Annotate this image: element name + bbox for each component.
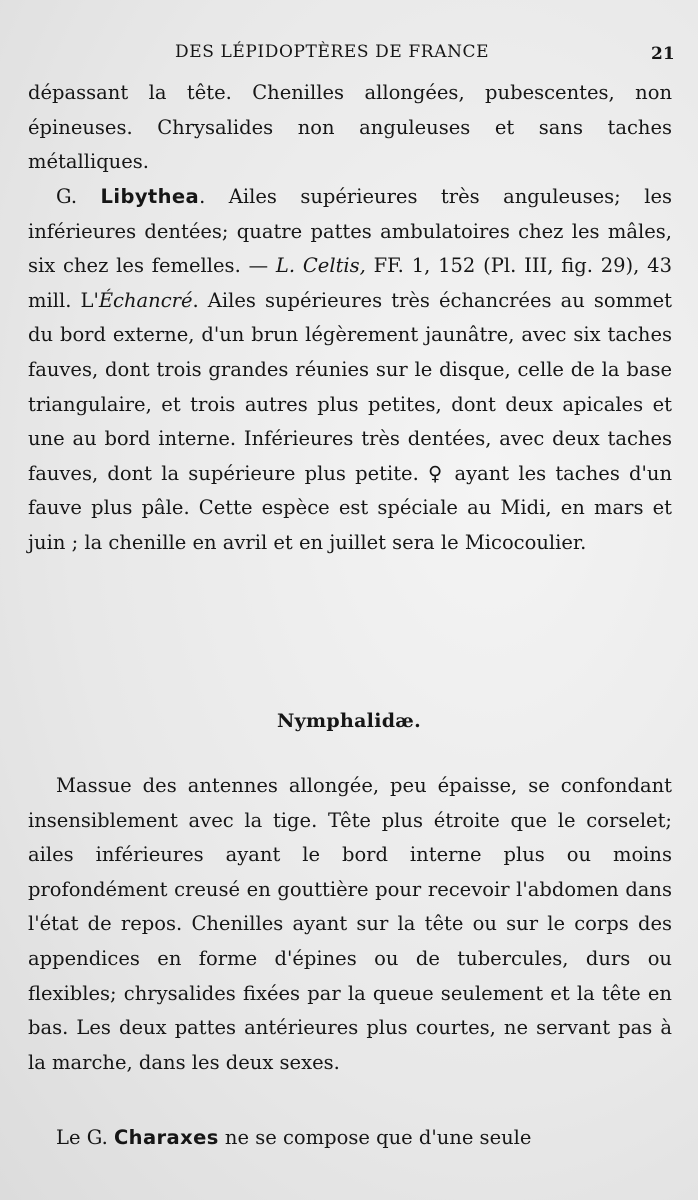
page-header [0,38,698,68]
paragraph-charaxes [28,1121,672,1156]
species-description: . Ailes supérieures très échancrées au sommet du bord externe, d'un brun légèrement jaunâtre, avec six taches fauves, dont trois grandes réunies sur le disque, celle de la base triangulaire, et trois autres plus petites, dont deux apicales et une au bord interne. Inférieures très dentées, avec deux taches fauves, dont la supérieure plus petite. ♀ ayant les taches d'un fauve plus pâle. Cette espèce est spéciale au Midi, en mars et juin ; la chenille en avril et en juillet sera le Micocoulier. [28,288,672,554]
common-name: Échancré [98,288,193,312]
genus-name-libythea: Libythea [100,185,200,208]
paragraph-libythea [28,180,672,561]
paragraph-continuation: dépassant la tête. Chenilles allongées, pubescentes, non épineuses. Chrysalides non anguleuses et sans taches métalliques. [28,81,672,174]
running-title: DES LÉPIDOPTÈRES DE FRANCE [175,42,490,62]
genus-description: ne se compose que d'une seule [218,1126,532,1149]
common-name-article: L' [80,288,99,312]
genus-description: . Ailes supérieures très anguleuses; les inférieures dentées; quatre pattes ambulatoires chez les mâles, six chez les femelles. — [28,185,672,278]
genus-prefix: Le G. [56,1126,114,1149]
genus-name-charaxes: Charaxes [113,1126,219,1149]
page-number: 21 [651,44,675,64]
species-reference: FF. 1, 152 (Pl. III, fig. 29), 43 mill. [28,254,672,312]
species-name: L. Celtis, [275,254,366,278]
section-heading-nymphalidae: Nymphalidæ. [276,710,422,732]
genus-prefix: G. [56,185,101,208]
paragraph-nymphalidae: Massue des antennes allongée, peu épaisse, se confondant insensiblement avec la tige. Tête plus étroite que le corselet; ailes inférieures ayant le bord interne plus ou moins profondément creusé en gouttière pour recevoir l'abdomen dans l'état de repos. Chenilles ayant sur la tête ou sur le corps des appendices en forme d'épines ou de tubercules, durs ou flexibles; chrysalides fixées par la queue seulement et la tête en bas. Les deux pattes antérieures plus courtes, ne servant pas à la marche, dans les deux sexes. [28,774,672,1074]
